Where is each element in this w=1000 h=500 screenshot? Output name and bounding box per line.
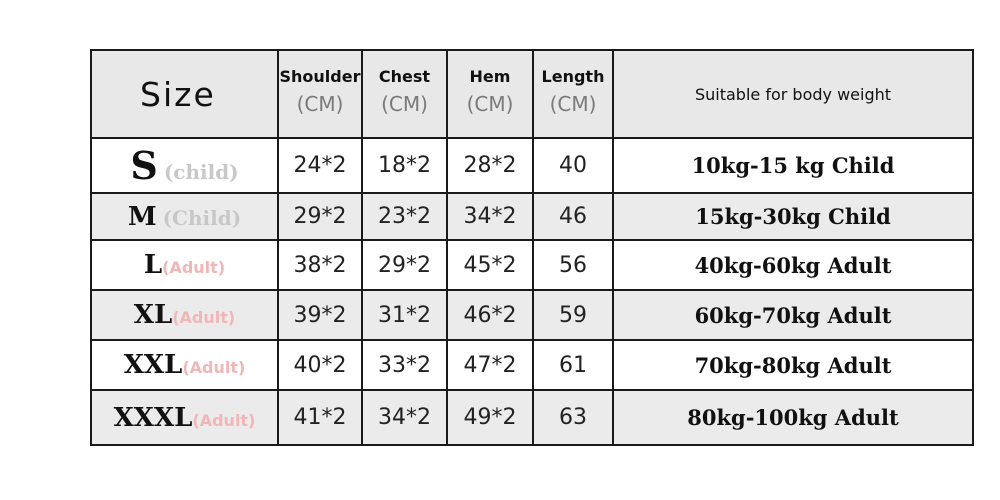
header-hem (447, 50, 533, 138)
header-hem-unit: (CM) (466, 91, 514, 116)
length-value: 46 (533, 193, 613, 240)
hem-value: 34*2 (447, 193, 533, 240)
weight-value: 40kg-60kg Adult (613, 240, 973, 290)
shoulder-value: 40*2 (278, 340, 362, 390)
size-cell (91, 193, 278, 240)
shoulder-value: 38*2 (278, 240, 362, 290)
header-chest (362, 50, 447, 138)
size-cell (91, 240, 278, 290)
table-row (91, 390, 973, 445)
size-note: (Adult) (182, 358, 246, 377)
length-value: 40 (533, 138, 613, 193)
header-size: Size (91, 50, 278, 138)
header-shoulder-title: Shoulder (279, 66, 361, 86)
hem-value: 28*2 (447, 138, 533, 193)
hem-value: 45*2 (447, 240, 533, 290)
size-code: XL (133, 300, 173, 330)
table-row (91, 138, 973, 193)
size-code: XXL (123, 350, 183, 380)
chest-value: 18*2 (362, 138, 447, 193)
hem-value: 46*2 (447, 290, 533, 340)
header-length-title: Length (541, 66, 605, 86)
chest-value: 33*2 (362, 340, 447, 390)
hem-value: 49*2 (447, 390, 533, 445)
size-code: M (127, 201, 157, 232)
header-chest-title: Chest (378, 66, 431, 86)
shoulder-value: 29*2 (278, 193, 362, 240)
chest-value: 34*2 (362, 390, 447, 445)
weight-value: 60kg-70kg Adult (613, 290, 973, 340)
header-shoulder (278, 50, 362, 138)
length-value: 63 (533, 390, 613, 445)
header-shoulder-unit: (CM) (296, 91, 344, 116)
header-hem-title: Hem (469, 66, 511, 86)
size-chart-table (90, 49, 974, 446)
header-length-unit: (CM) (549, 91, 597, 116)
chest-value: 31*2 (362, 290, 447, 340)
table-row (91, 340, 973, 390)
table-row (91, 290, 973, 340)
table-row (91, 193, 973, 240)
size-note: (Adult) (172, 308, 236, 327)
size-cell (91, 138, 278, 193)
chest-value: 29*2 (362, 240, 447, 290)
shoulder-value: 39*2 (278, 290, 362, 340)
weight-value: 80kg-100kg Adult (613, 390, 973, 445)
length-value: 59 (533, 290, 613, 340)
weight-value: 10kg-15 kg Child (613, 138, 973, 193)
size-cell (91, 290, 278, 340)
size-cell (91, 340, 278, 390)
size-code: S (130, 143, 158, 188)
shoulder-value: 24*2 (278, 138, 362, 193)
weight-value: 70kg-80kg Adult (613, 340, 973, 390)
header-chest-unit: (CM) (381, 91, 428, 116)
weight-value: 15kg-30kg Child (613, 193, 973, 240)
length-value: 61 (533, 340, 613, 390)
header-length (533, 50, 613, 138)
hem-value: 47*2 (447, 340, 533, 390)
table-row (91, 240, 973, 290)
size-code: L (143, 250, 163, 280)
length-value: 56 (533, 240, 613, 290)
size-note: (Adult) (192, 410, 256, 430)
size-note: (Adult) (162, 258, 226, 277)
size-cell (91, 390, 278, 445)
size-note: (child) (163, 160, 239, 184)
size-note: (Child) (162, 205, 242, 230)
table-header-row (91, 50, 973, 138)
header-weight: Suitable for body weight (613, 50, 973, 138)
size-code: XXXL (113, 402, 193, 433)
chest-value: 23*2 (362, 193, 447, 240)
shoulder-value: 41*2 (278, 390, 362, 445)
